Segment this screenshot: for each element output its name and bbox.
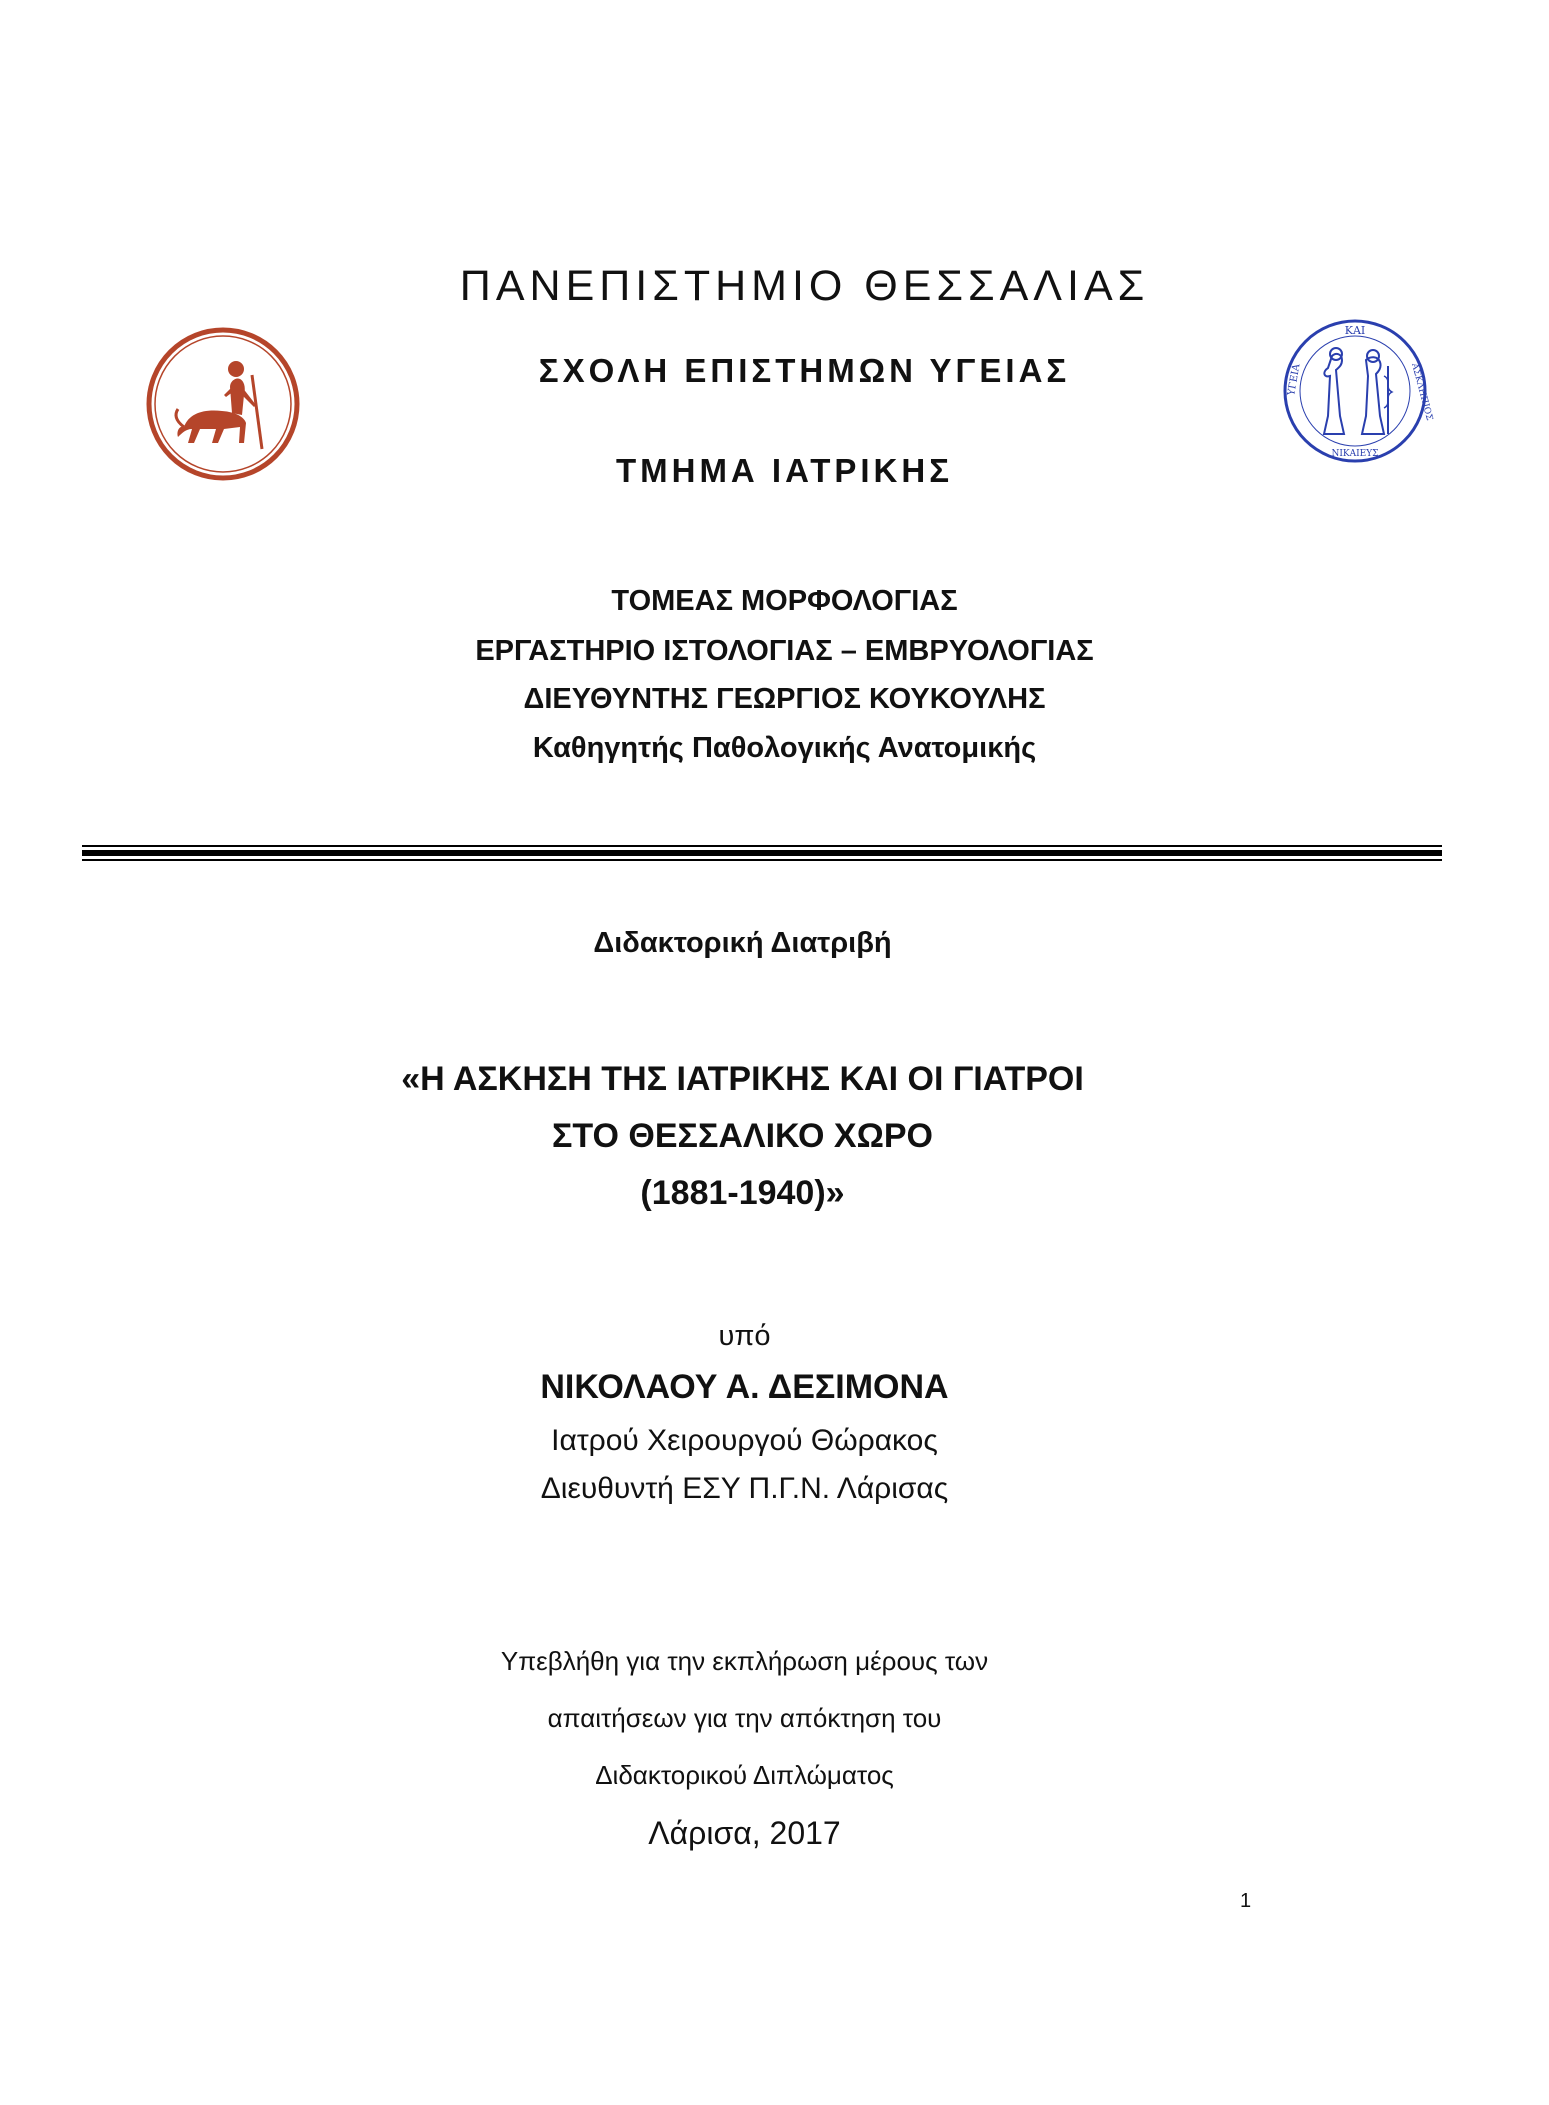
director-title: Καθηγητής Παθολογικής Ανατομικής <box>532 732 1037 764</box>
director-name: ΔΙΕΥΘΥΝΤΗΣ ΓΕΩΡΓΙΟΣ ΚΟΥΚΟΥΛΗΣ <box>523 683 1046 715</box>
header-divider <box>82 845 1442 861</box>
thesis-title-line-2: ΣΤΟ ΘΕΣΣΑΛΙΚΟ ΧΩΡΟ <box>551 1117 933 1155</box>
sector-name: ΤΟΜΕΑΣ ΜΟΡΦΟΛΟΓΙΑΣ <box>611 585 958 617</box>
seal-text-top: ΚΑΙ <box>1344 324 1366 337</box>
page-number: 1 <box>1240 1890 1252 1912</box>
thesis-type: Διδακτορική Διατριβή <box>593 927 892 959</box>
author-name: ΝΙΚΟΛΑΟΥ Α. ΔΕΣΙΜΟΝΑ <box>540 1368 949 1406</box>
submission-line-1: Υπεβλήθη για την εκπλήρωση μέρους των <box>500 1646 989 1676</box>
thesis-title-line-3: (1881-1940)» <box>640 1174 845 1212</box>
seal-text-left: ΥΓΕΙΑ <box>1286 363 1303 397</box>
author-role-2: Διευθυντή ΕΣΥ Π.Γ.Ν. Λάρισας <box>540 1472 949 1505</box>
department-name: ΤΜΗΜΑ ΙΑΤΡΙΚΗΣ <box>615 452 954 489</box>
author-role-1: Ιατρού Χειρουργού Θώρακος <box>551 1424 938 1457</box>
seal-text-right: ΑΣΚΛΗΠΙΟΣ <box>1409 362 1435 422</box>
submission-line-3: Διδακτορικού Διπλώματος <box>595 1760 894 1790</box>
thesis-title-line-1: «Η ΑΣΚΗΣΗ ΤΗΣ ΙΑΤΡΙΚΗΣ ΚΑΙ ΟΙ ΓΙΑΤΡΟΙ <box>401 1060 1084 1098</box>
lab-name: ΕΡΓΑΣΤΗΡΙΟ ΙΣΤΟΛΟΓΙΑΣ – ΕΜΒΡΥΟΛΟΓΙΑΣ <box>475 635 1094 667</box>
by-label: υπό <box>718 1320 771 1352</box>
submission-line-2: απαιτήσεων για την απόκτηση του <box>547 1703 942 1733</box>
place-date: Λάρισα, 2017 <box>648 1815 841 1851</box>
seal-text-bottom: ΝΙΚΑΙΕΥΣ <box>1331 449 1379 459</box>
school-name: ΣΧΟΛΗ ΕΠΙΣΤΗΜΩΝ ΥΓΕΙΑΣ <box>538 352 1071 389</box>
university-name: ΠΑΝΕΠΙΣΤΗΜΙΟ ΘΕΣΣΑΛΙΑΣ <box>459 262 1150 310</box>
medical-school-seal-logo <box>1280 316 1435 466</box>
hygeia-asclepius-seal-icon <box>1280 316 1435 466</box>
